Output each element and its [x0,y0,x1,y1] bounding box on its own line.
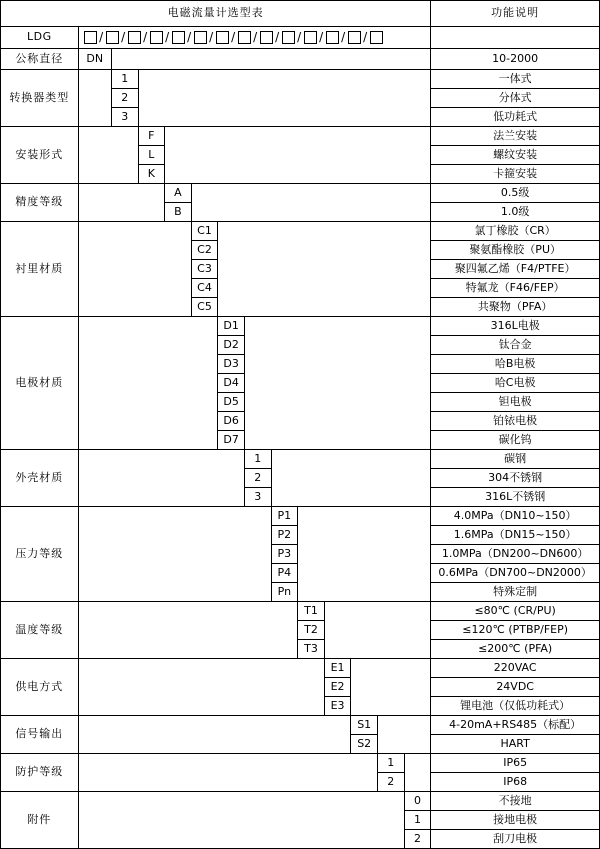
blank-cell [324,602,431,659]
code-liner-c3: C3 [191,260,218,279]
blank-cell [138,70,431,127]
desc-accessory-0: 不接地 [431,792,600,811]
code-box [172,31,185,44]
blank-cell [377,716,430,754]
code-housing-2: 2 [244,469,271,488]
slash-separator: / [363,29,368,44]
slash-separator: / [187,29,192,44]
desc-pressure-p2: 1.6MPa（DN15~150） [431,526,600,545]
desc-temperature-t3: ≤200℃ (PFA) [431,640,600,659]
blank-cell [78,792,404,849]
row-label-power-supply: 供电方式 [1,659,79,716]
desc-electrode-d3: 哈B电极 [431,355,600,374]
desc-electrode-d2: 钛合金 [431,336,600,355]
blank-cell [351,659,431,716]
desc-install-k: 卡箍安装 [431,165,600,184]
code-electrode-d6: D6 [218,412,245,431]
code-box [194,31,207,44]
desc-liner-c2: 聚氨酯橡胶（PU） [431,241,600,260]
code-box [282,31,295,44]
code-box [106,31,119,44]
row-label-accuracy: 精度等级 [1,184,79,222]
code-electrode-d5: D5 [218,393,245,412]
desc-housing-1: 碳钢 [431,450,600,469]
code-box [216,31,229,44]
blank-cell [78,507,271,602]
code-electrode-d2: D2 [218,336,245,355]
code-liner-c1: C1 [191,222,218,241]
blank-cell [78,184,164,222]
desc-header: 功能说明 [431,1,600,27]
desc-housing-3: 316L不锈钢 [431,488,600,507]
code-install-f: F [138,127,165,146]
desc-temperature-t2: ≤120℃ (PTBP/FEP) [431,621,600,640]
desc-housing-2: 304不锈钢 [431,469,600,488]
desc-accuracy-b: 1.0级 [431,203,600,222]
slash-separator: / [121,29,126,44]
blank-cell [78,222,191,317]
blank-cell [404,754,431,792]
desc-temperature-t1: ≤80℃ (CR/PU) [431,602,600,621]
code-box [304,31,317,44]
desc-electrode-d5: 钽电极 [431,393,600,412]
code-pressure-pn: Pn [271,583,298,602]
row-label-temperature-rating: 温度等级 [1,602,79,659]
desc-electrode-d7: 碳化钨 [431,431,600,450]
code-liner-c2: C2 [191,241,218,260]
code-converter-type-1: 1 [111,70,138,89]
desc-power-e2: 24VDC [431,678,600,697]
row-label-converter-type: 转换器类型 [1,70,79,127]
desc-accessory-2: 刮刀电极 [431,830,600,849]
slash-separator: / [143,29,148,44]
code-power-e1: E1 [324,659,351,678]
slash-separator: / [253,29,258,44]
code-signal-s1: S1 [351,716,378,735]
desc-converter-type-2: 分体式 [431,89,600,108]
code-dn: DN [78,49,111,70]
code-pressure-p4: P4 [271,564,298,583]
code-converter-type-2: 2 [111,89,138,108]
blank-cell [78,317,218,450]
code-pattern-strip [79,27,431,48]
desc-liner-c1: 氯丁橡胶（CR） [431,222,600,241]
code-liner-c5: C5 [191,298,218,317]
code-box [260,31,273,44]
slash-separator: / [319,29,324,44]
desc-protection-1: IP65 [431,754,600,773]
code-accessory-2: 2 [404,830,431,849]
code-box [326,31,339,44]
slash-separator: / [297,29,302,44]
code-pressure-p1: P1 [271,507,298,526]
desc-accuracy-a: 0.5级 [431,184,600,203]
code-install-k: K [138,165,165,184]
code-box [150,31,163,44]
code-protection-1: 1 [377,754,404,773]
desc-converter-type-3: 低功耗式 [431,108,600,127]
row-label-protection-rating: 防护等级 [1,754,79,792]
blank-cell [78,70,111,127]
desc-power-e1: 220VAC [431,659,600,678]
blank-cell [78,602,298,659]
code-converter-type-3: 3 [111,108,138,127]
code-liner-c4: C4 [191,279,218,298]
desc-header-spacer [431,27,600,49]
desc-liner-c4: 特氟龙（F46/FEP） [431,279,600,298]
blank-cell [78,450,244,507]
row-label-signal-output: 信号输出 [1,716,79,754]
desc-protection-2: IP68 [431,773,600,792]
model-prefix: LDG [1,27,79,49]
desc-converter-type-1: 一体式 [431,70,600,89]
code-temperature-t2: T2 [298,621,325,640]
row-label-pressure-rating: 压力等级 [1,507,79,602]
desc-install-f: 法兰安装 [431,127,600,146]
blank-cell [111,49,430,70]
desc-pressure-pn: 特殊定制 [431,583,600,602]
blank-cell [165,127,431,184]
code-pattern [78,27,431,49]
code-accessory-0: 0 [404,792,431,811]
code-signal-s2: S2 [351,735,378,754]
code-install-l: L [138,146,165,165]
desc-electrode-d1: 316L电极 [431,317,600,336]
desc-nominal-diameter: 10-2000 [431,49,600,70]
code-protection-2: 2 [377,773,404,792]
code-temperature-t3: T3 [298,640,325,659]
blank-cell [298,507,431,602]
desc-electrode-d4: 哈C电极 [431,374,600,393]
row-label-install-type: 安装形式 [1,127,79,184]
blank-cell [78,716,351,754]
code-accessory-1: 1 [404,811,431,830]
blank-cell [191,184,431,222]
slash-separator: / [341,29,346,44]
desc-signal-s1: 4-20mA+RS485（标配） [431,716,600,735]
blank-cell [244,317,430,450]
row-label-nominal-diameter: 公称直径 [1,49,79,70]
code-electrode-d3: D3 [218,355,245,374]
row-label-liner-material: 衬里材质 [1,222,79,317]
slash-separator: / [165,29,170,44]
code-box [128,31,141,44]
slash-separator: / [99,29,104,44]
code-power-e3: E3 [324,697,351,716]
code-pressure-p2: P2 [271,526,298,545]
desc-accessory-1: 接地电极 [431,811,600,830]
code-accuracy-a: A [165,184,192,203]
code-box [238,31,251,44]
code-electrode-d7: D7 [218,431,245,450]
code-box [84,31,97,44]
desc-signal-s2: HART [431,735,600,754]
desc-power-e3: 锂电池（仅低功耗式） [431,697,600,716]
slash-separator: / [209,29,214,44]
blank-cell [218,222,431,317]
code-electrode-d1: D1 [218,317,245,336]
slash-separator: / [275,29,280,44]
row-label-housing-material: 外壳材质 [1,450,79,507]
code-box [348,31,361,44]
code-electrode-d4: D4 [218,374,245,393]
row-label-electrode-material: 电极材质 [1,317,79,450]
code-housing-1: 1 [244,450,271,469]
row-label-accessory: 附件 [1,792,79,849]
desc-pressure-p1: 4.0MPa（DN10~150） [431,507,600,526]
code-pressure-p3: P3 [271,545,298,564]
desc-install-l: 螺纹安装 [431,146,600,165]
desc-pressure-p3: 1.0MPa（DN200~DN600） [431,545,600,564]
table-title: 电磁流量计选型表 [1,1,431,27]
desc-liner-c3: 聚四氟乙烯（F4/PTFE） [431,260,600,279]
blank-cell [78,754,377,792]
desc-electrode-d6: 铂铱电极 [431,412,600,431]
desc-pressure-p4: 0.6MPa（DN700~DN2000） [431,564,600,583]
blank-cell [78,659,324,716]
desc-liner-c5: 共聚物（PFA） [431,298,600,317]
blank-cell [271,450,431,507]
code-housing-3: 3 [244,488,271,507]
code-temperature-t1: T1 [298,602,325,621]
slash-separator: / [231,29,236,44]
code-power-e2: E2 [324,678,351,697]
code-box [370,31,383,44]
code-accuracy-b: B [165,203,192,222]
blank-cell [78,127,138,184]
